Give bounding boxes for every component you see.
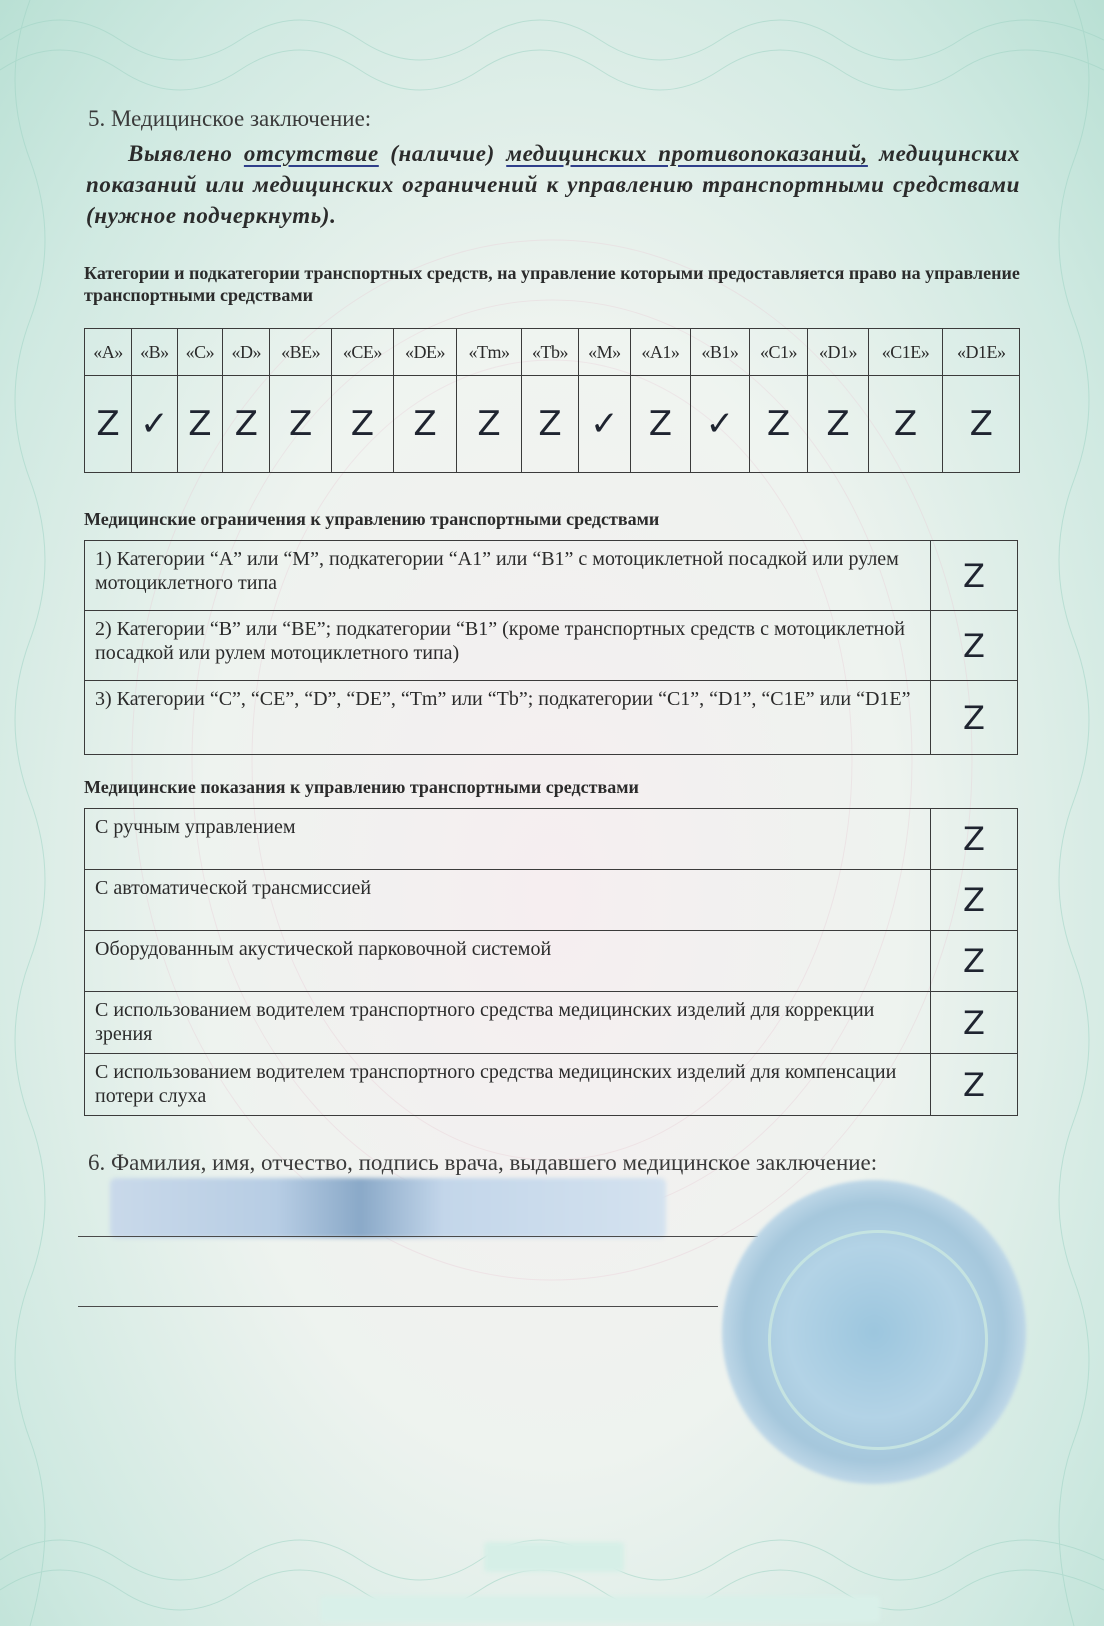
restriction-row	[85, 681, 1018, 755]
indication-mark: Z	[931, 1054, 1018, 1116]
indication-text: С использованием водителем транспортного средства медицинских изделий для компенсации потери слуха	[85, 1054, 931, 1116]
signature-line-1	[78, 1236, 758, 1237]
category-mark: Z	[223, 376, 270, 473]
section-5-title: 5. Медицинское заключение:	[88, 106, 372, 131]
indication-row	[85, 992, 1018, 1054]
restriction-row	[85, 611, 1018, 681]
section-6-title: 6. Фамилия, имя, отчество, подпись врача, выдавшего медицинское заключение:	[88, 1150, 878, 1175]
restriction-row	[85, 541, 1018, 611]
category-label: «C1E»	[868, 329, 943, 376]
conclusion-word-detected: Выявлено	[128, 141, 233, 166]
category-mark: Z	[85, 376, 132, 473]
categories-header-row	[85, 329, 1020, 376]
category-label: «D1»	[808, 329, 868, 376]
conclusion-underlined-contraindications: медицинских противопоказаний,	[506, 141, 868, 166]
category-label: «C»	[177, 329, 223, 376]
category-mark: Z	[868, 376, 943, 473]
categories-table	[84, 328, 1020, 473]
category-label: «Tb»	[521, 329, 578, 376]
redacted-serial	[484, 1542, 624, 1572]
restriction-text: 3) Категории “C”, “CE”, “D”, “DE”, “Tm” или “Tb”; подкатегории “C1”, “D1”, “C1E” или “D1E”	[85, 681, 931, 755]
indications-table	[84, 808, 1018, 1116]
category-label: «M»	[579, 329, 631, 376]
category-label: «C1»	[749, 329, 808, 376]
category-mark: Z	[332, 376, 394, 473]
category-mark: Z	[393, 376, 456, 473]
indication-text: С использованием водителем транспортного средства медицинских изделий для коррекции зрения	[85, 992, 931, 1054]
conclusion-rest: или медицинских ограничений к управлению транспортными средствами (нужное подчеркнуть).	[86, 172, 1020, 228]
category-label: «BE»	[270, 329, 332, 376]
restriction-mark: Z	[931, 611, 1018, 681]
conclusion-indications: медицинских показаний	[86, 141, 1020, 197]
category-mark: Z	[630, 376, 690, 473]
categories-marks-row	[85, 376, 1020, 473]
indication-mark: Z	[931, 931, 1018, 992]
restriction-text: 1) Категории “A” или “M”, подкатегории “A1” или “B1” с мотоциклетной посадкой или рулем мотоциклетного типа	[85, 541, 931, 611]
indication-text: С ручным управлением	[85, 809, 931, 870]
indications-heading: Медицинские показания к управлению транспортными средствами	[84, 777, 639, 797]
conclusion-word-presence: (наличие)	[390, 141, 495, 166]
category-label: «CE»	[332, 329, 394, 376]
category-mark: ✓	[132, 376, 178, 473]
restrictions-heading: Медицинские ограничения к управлению транспортными средствами	[84, 509, 660, 529]
stamp-inner-ring	[768, 1230, 988, 1450]
indication-text: С автоматической трансмиссией	[85, 870, 931, 931]
category-label: «A1»	[630, 329, 690, 376]
category-mark: Z	[457, 376, 522, 473]
restriction-text: 2) Категории “B” или “BE”; подкатегории “B1” (кроме транспортных средств с мотоциклетной посадкой или рулем мотоциклетного типа)	[85, 611, 931, 681]
restriction-mark: Z	[931, 541, 1018, 611]
category-label: «A»	[85, 329, 132, 376]
category-label: «D»	[223, 329, 270, 376]
category-label: «Tm»	[457, 329, 522, 376]
category-mark: ✓	[690, 376, 749, 473]
indication-mark: Z	[931, 809, 1018, 870]
conclusion-underlined-absence: отсутствие	[243, 141, 379, 166]
indication-mark: Z	[931, 870, 1018, 931]
category-label: «DE»	[393, 329, 456, 376]
restrictions-table	[84, 540, 1018, 755]
redacted-footer	[320, 1596, 880, 1622]
indication-row	[85, 809, 1018, 870]
category-label: «B1»	[690, 329, 749, 376]
indication-mark: Z	[931, 992, 1018, 1054]
category-mark: Z	[749, 376, 808, 473]
category-label: «B»	[132, 329, 178, 376]
category-mark: Z	[808, 376, 868, 473]
signature-line-2	[78, 1306, 718, 1307]
categories-heading: Категории и подкатегории транспортных средств, на управление которыми предоставляется право на управление транспортными средствами	[84, 263, 1020, 305]
indication-text: Оборудованным акустической парковочной системой	[85, 931, 931, 992]
indication-row	[85, 870, 1018, 931]
category-mark: Z	[521, 376, 578, 473]
category-mark: ✓	[579, 376, 631, 473]
restriction-mark: Z	[931, 681, 1018, 755]
category-mark: Z	[943, 376, 1020, 473]
indication-row	[85, 931, 1018, 992]
category-mark: Z	[270, 376, 332, 473]
indication-row	[85, 1054, 1018, 1116]
redacted-doctor-name	[110, 1178, 666, 1238]
medical-conclusion-text	[86, 138, 1020, 231]
category-mark: Z	[177, 376, 223, 473]
category-label: «D1E»	[943, 329, 1020, 376]
